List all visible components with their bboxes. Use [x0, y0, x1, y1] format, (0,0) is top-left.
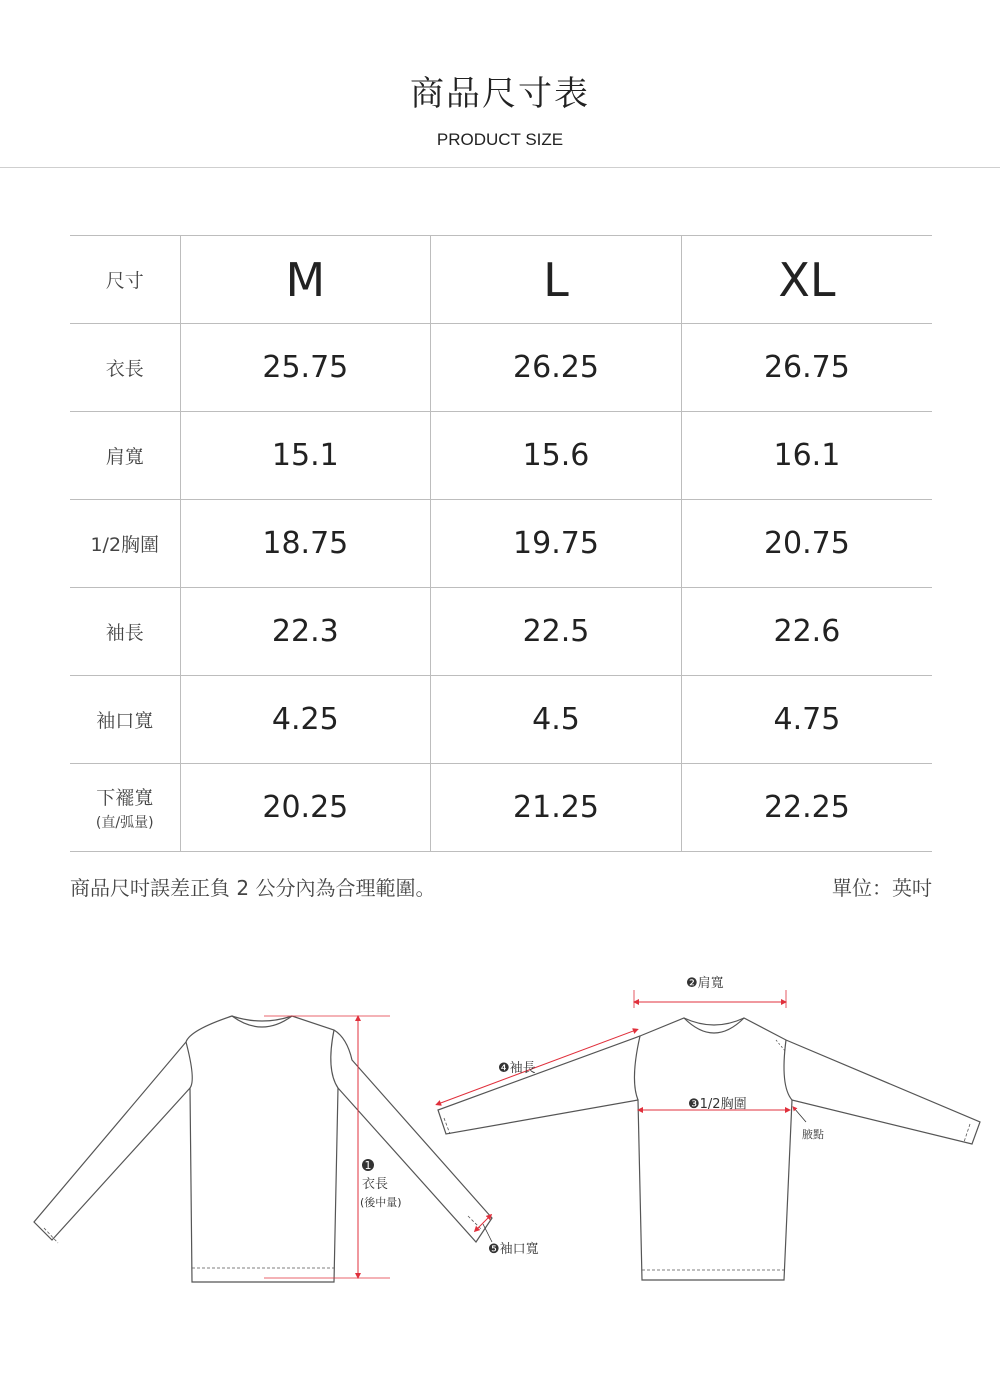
table-cell: 19.75 [431, 500, 682, 588]
table-header-row [70, 236, 932, 324]
size-table [70, 235, 932, 852]
row-label-hem [70, 764, 180, 852]
row-label-hem-text: 下襬寬 [96, 787, 154, 809]
row-label-length: 衣長 [70, 324, 180, 412]
table-row [70, 676, 932, 764]
body-length-label: 衣長 [362, 1177, 389, 1192]
table-cell: 4.5 [431, 676, 682, 764]
table-cell: 16.1 [681, 412, 932, 500]
table-cell: 22.25 [681, 764, 932, 852]
armpit-point-marker [794, 1108, 824, 1141]
page-title: 商品尺寸表 [410, 74, 590, 114]
table-row [70, 588, 932, 676]
row-label-chest: 1/2胸圍 [70, 500, 180, 588]
table-cell: 25.75 [180, 324, 431, 412]
row-label-sleeve: 袖長 [70, 588, 180, 676]
body-length-sub: (後中量) [360, 1196, 402, 1209]
shoulder-width-marker [634, 976, 786, 1008]
table-cell: 26.75 [681, 324, 932, 412]
size-header-m: M [180, 236, 431, 324]
table-row [70, 412, 932, 500]
row-label-shoulder: 肩寬 [70, 412, 180, 500]
header-divider [0, 167, 1000, 168]
table-cell: 4.25 [180, 676, 431, 764]
page-subtitle: PRODUCT SIZE [436, 130, 564, 149]
half-chest-label: ❸1/2胸圍 [688, 1097, 747, 1112]
shirt-back-illustration [34, 1016, 492, 1282]
table-cell: 15.6 [431, 412, 682, 500]
table-cell: 20.25 [180, 764, 431, 852]
body-length-marker [264, 1016, 402, 1278]
table-cell: 26.25 [431, 324, 682, 412]
cuff-width-label: ❺袖口寬 [488, 1242, 539, 1257]
armpit-point-label: 腋點 [802, 1128, 824, 1141]
shirt-front-illustration [438, 1018, 980, 1280]
size-header-xl: XL [681, 236, 932, 324]
unit-label: 單位：英吋 [832, 876, 932, 900]
table-cell: 22.3 [180, 588, 431, 676]
corner-label: 尺寸 [70, 236, 180, 324]
sleeve-length-label: ❹袖長 [498, 1061, 536, 1076]
cuff-width-marker [476, 1216, 539, 1257]
table-cell: 20.75 [681, 500, 932, 588]
shoulder-width-label: ❷肩寬 [686, 976, 724, 991]
size-header-l: L [431, 236, 682, 324]
table-cell: 15.1 [180, 412, 431, 500]
sleeve-length-marker [438, 1030, 636, 1104]
measurement-diagram [0, 960, 1000, 1300]
tolerance-note: 商品尺吋誤差正負 2 公分內為合理範圍。 [70, 876, 436, 900]
row-label-hem-sub: (直/弧量) [95, 815, 154, 831]
table-row [70, 764, 932, 852]
half-chest-marker [640, 1097, 788, 1112]
table-cell: 22.6 [681, 588, 932, 676]
table-row [70, 500, 932, 588]
table-cell: 4.75 [681, 676, 932, 764]
table-cell: 22.5 [431, 588, 682, 676]
body-length-number: 1 [364, 1159, 372, 1172]
table-row [70, 324, 932, 412]
table-cell: 21.25 [431, 764, 682, 852]
table-cell: 18.75 [180, 500, 431, 588]
row-label-cuff: 袖口寬 [70, 676, 180, 764]
